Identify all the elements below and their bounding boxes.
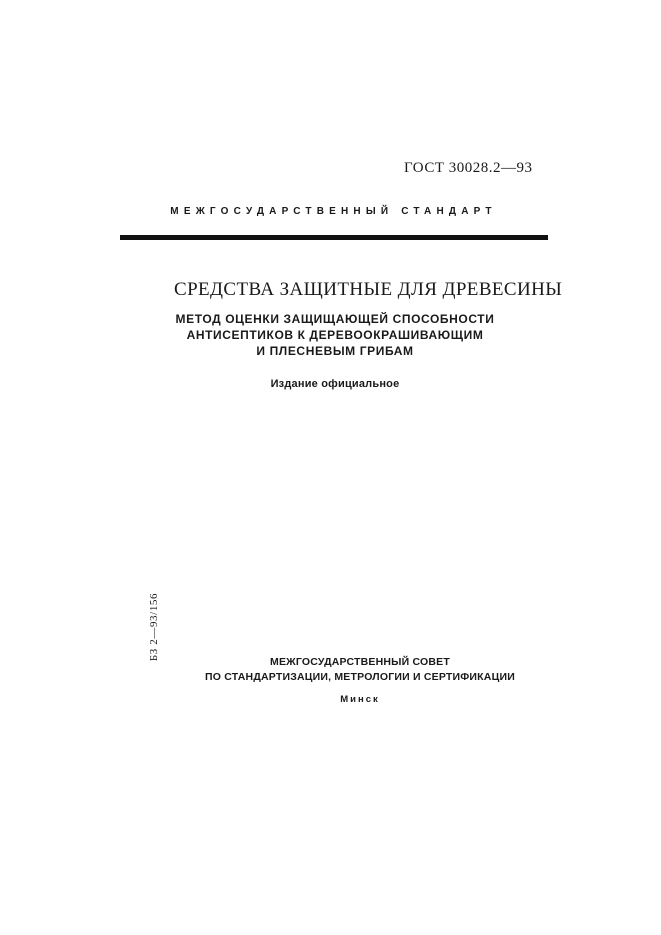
header-divider [120,235,548,240]
publisher-line: ПО СТАНДАРТИЗАЦИИ, МЕТРОЛОГИИ И СЕРТИФИКАЦИИ [205,671,515,683]
publisher-line: МЕЖГОСУДАРСТВЕННЫЙ СОВЕТ [270,656,450,668]
document-subtitle [120,311,550,359]
edition-label: Издание официальное [270,378,400,390]
publication-city: Минск [340,694,380,705]
standard-category: МЕЖГОСУДАРСТВЕННЫЙ СТАНДАРТ [170,206,497,217]
subtitle-line: МЕТОД ОЦЕНКИ ЗАЩИЩАЮЩЕЙ СПОСОБНОСТИ [175,312,495,326]
publisher-block [120,655,600,685]
side-catalog-code: БЗ 2—93/156 [148,592,160,662]
document-title: СРЕДСТВА ЗАЩИТНЫЕ ДЛЯ ДРЕВЕСИНЫ [174,279,563,300]
standard-number: ГОСТ 30028.2—93 [404,160,533,176]
subtitle-line: АНТИСЕПТИКОВ К ДЕРЕВООКРАШИВАЮЩИМ [186,328,484,342]
subtitle-line: И ПЛЕСНЕВЫМ ГРИБАМ [256,344,414,358]
